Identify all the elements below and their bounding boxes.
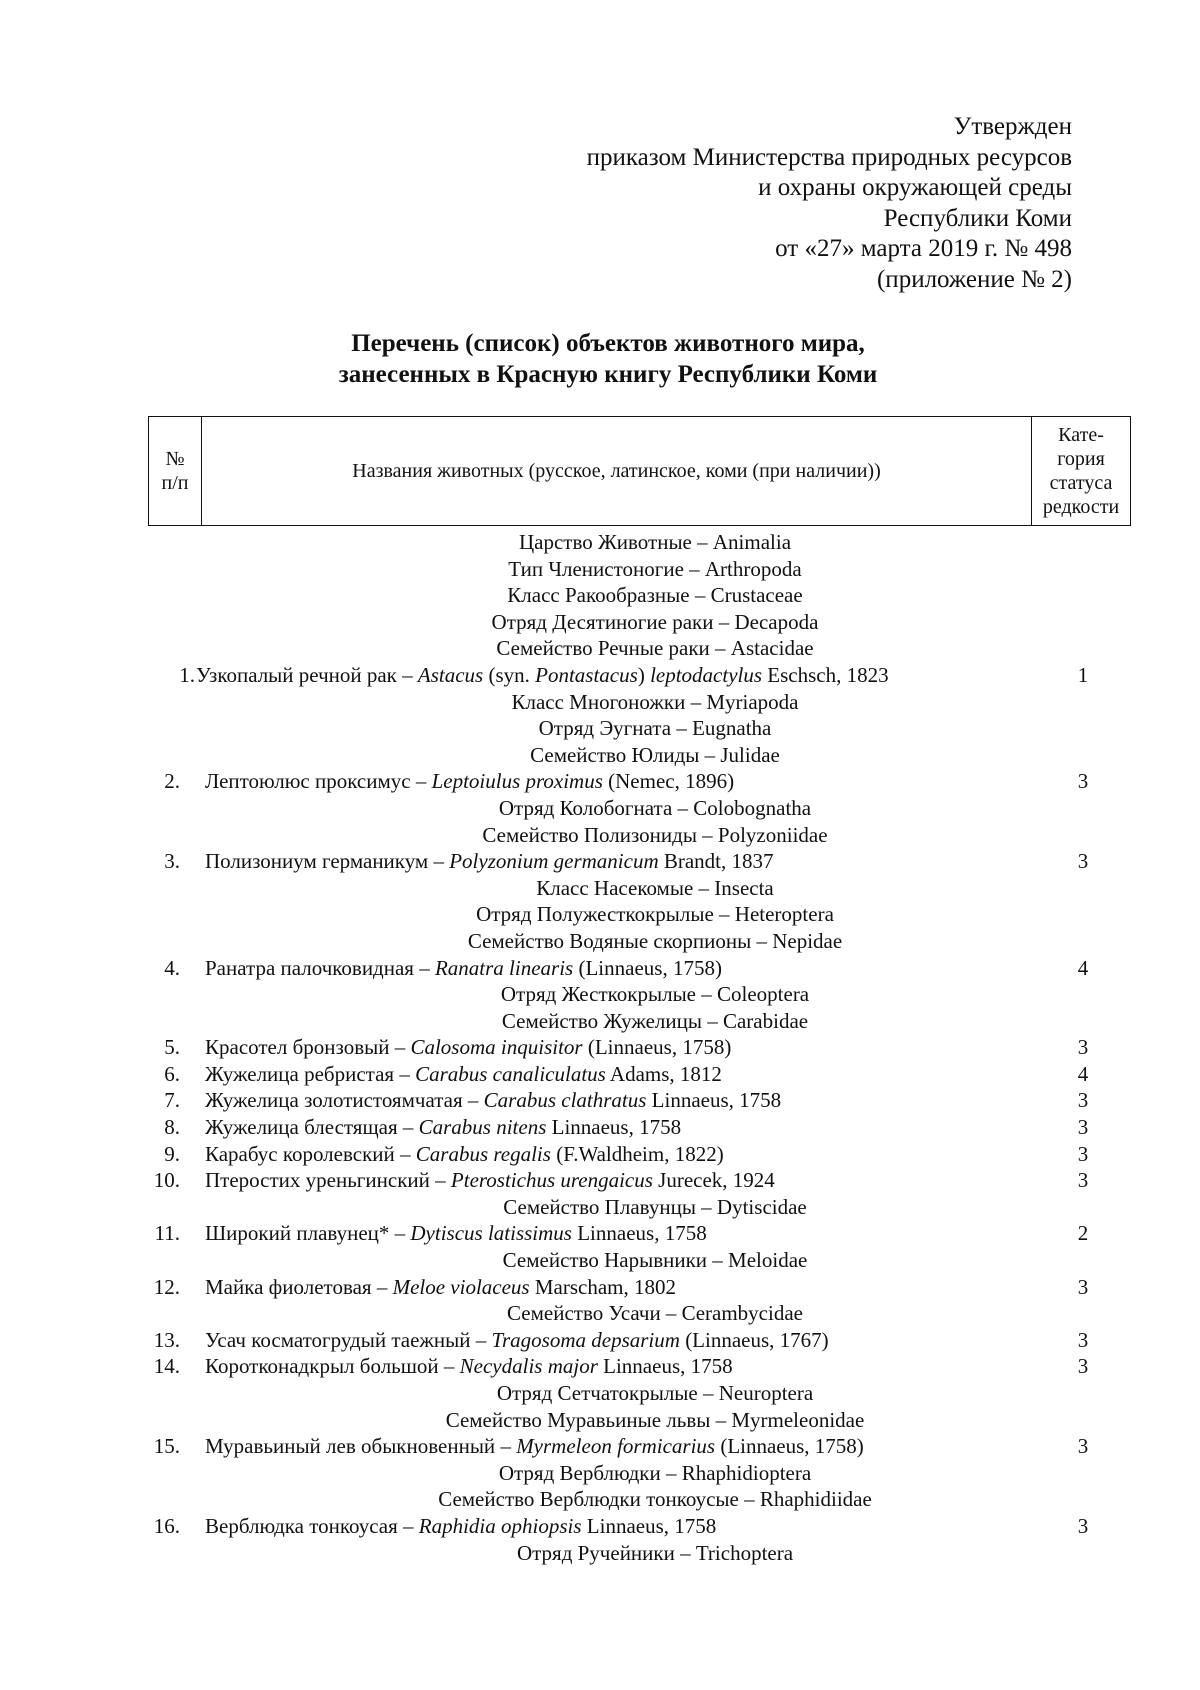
species-name: Узкопалый речной рак – Astacus (syn. Pontastacus) leptodactylus Eschsch, 1823 [196, 662, 889, 687]
approval-line: Республики Коми [883, 204, 1072, 232]
species-russian-name: Птеростих уреньгинский [205, 1168, 430, 1193]
taxon-heading-text: Семейство Жужелицы – Carabidae [501, 1008, 809, 1033]
taxon-heading [0, 1540, 1200, 1567]
species-number: 12. [153, 1274, 180, 1299]
taxon-heading [0, 875, 1200, 902]
species-name: Верблюдка тонкоусая – Raphidia ophiopsis Linnaeus, 1758 [205, 1513, 717, 1538]
header-number-symbol: № [165, 448, 185, 470]
species-number: 9. [164, 1141, 180, 1166]
species-number: 5. [164, 1035, 180, 1060]
taxon-heading [0, 1194, 1200, 1221]
approval-line: приказом Министерства природных ресурсов [586, 143, 1072, 171]
taxon-heading [0, 1380, 1200, 1407]
species-name: Широкий плавунец* – Dytiscus latissimus Linnaeus, 1758 [205, 1221, 707, 1246]
species-row [0, 1274, 1200, 1301]
species-latin-name: Calosoma inquisitor (Linnaeus, 1758) [410, 1035, 732, 1060]
approval-line: и охраны окружающей среды [758, 174, 1072, 201]
species-russian-name: Майка фиолетовая [205, 1274, 372, 1299]
species-latin-name: Astacus (syn. Pontastacus) leptodactylus Eschsch, 1823 [417, 662, 889, 687]
species-latin-name: Carabus canaliculatus Adams, 1812 [415, 1061, 722, 1086]
taxon-heading [0, 822, 1200, 849]
rarity-category: 4 [1077, 1061, 1089, 1086]
species-number: 3. [164, 849, 180, 874]
species-number: 4. [164, 955, 180, 980]
rarity-category: 3 [1077, 1141, 1089, 1166]
taxon-heading-text: Семейство Водяные скорпионы – Nepidae [467, 928, 843, 953]
species-name: Жужелица ребристая – Carabus canaliculatus Adams, 1812 [205, 1061, 722, 1086]
taxon-heading-text: Семейство Юлиды – Julidae [530, 742, 780, 767]
species-russian-name: Лептоюлюс проксимус [205, 769, 411, 794]
species-row [0, 1327, 1200, 1354]
species-russian-name: Ранатра палочковидная [205, 955, 414, 980]
species-name: Муравьиный лев обыкновенный – Myrmeleon formicarius (Linnaeus, 1758) [205, 1434, 864, 1459]
species-latin-name: Dytiscus latissimus Linnaeus, 1758 [410, 1221, 707, 1246]
taxon-heading-text: Отряд Ручейники – Trichoptera [516, 1540, 794, 1565]
species-latin-name: Myrmeleon formicarius (Linnaeus, 1758) [516, 1434, 864, 1459]
taxon-heading [0, 1460, 1200, 1487]
taxon-heading-text: Семейство Нарывники – Meloidae [502, 1248, 808, 1273]
rarity-category: 3 [1077, 1274, 1089, 1299]
taxon-heading [0, 901, 1200, 928]
species-russian-name: Жужелица золотистоямчатая [205, 1088, 463, 1113]
species-latin-name: Necydalis major Linnaeus, 1758 [459, 1354, 733, 1379]
species-russian-name: Жужелица ребристая [205, 1061, 395, 1086]
taxon-heading [0, 609, 1200, 636]
species-name: Коротконадкрыл большой – Necydalis major Linnaeus, 1758 [205, 1354, 733, 1379]
species-number: 13. [153, 1327, 180, 1352]
taxon-heading [0, 1300, 1200, 1327]
taxon-heading [0, 1486, 1200, 1513]
table-header [148, 416, 1131, 526]
taxon-heading-text: Семейство Полизониды – Polyzoniidae [482, 822, 828, 847]
rarity-category: 3 [1077, 1088, 1089, 1113]
taxon-heading-text: Семейство Речные раки – Astacidae [496, 636, 814, 661]
species-latin-name: Tragosoma depsarium (Linnaeus, 1767) [491, 1327, 829, 1352]
species-latin-name: Ranatra linearis (Linnaeus, 1758) [434, 955, 722, 980]
taxon-heading-text: Отряд Сетчатокрылые – Neuroptera [496, 1381, 814, 1405]
species-latin-name: Pterostichus urengaicus Jurecek, 1924 [450, 1168, 775, 1193]
header-number-cell [149, 417, 202, 526]
taxon-heading-text: Царство Животные – Animalia [518, 530, 792, 554]
species-russian-name: Муравьиный лев обыкновенный [205, 1434, 496, 1459]
species-row [0, 1034, 1200, 1061]
taxon-heading [0, 556, 1200, 583]
species-name: Жужелица золотистоямчатая – Carabus clathratus Linnaeus, 1758 [205, 1088, 782, 1113]
species-row [0, 1087, 1200, 1114]
species-number: 6. [164, 1061, 180, 1086]
species-row [0, 1114, 1200, 1141]
species-name: Красотел бронзовый – Calosoma inquisitor (Linnaeus, 1758) [205, 1035, 732, 1060]
document-title [0, 328, 1128, 390]
header-category-line: Кате- [1058, 424, 1104, 446]
species-number: 7. [164, 1088, 180, 1113]
species-russian-name: Карабус королевский [205, 1141, 395, 1166]
rarity-category: 3 [1077, 849, 1089, 874]
species-name: Усач косматогрудый таежный – Tragosoma depsarium (Linnaeus, 1767) [205, 1327, 829, 1352]
taxon-heading-text: Тип Членистоногие – Arthropoda [508, 556, 802, 581]
rarity-category: 3 [1077, 1168, 1089, 1193]
species-row [0, 848, 1200, 875]
approval-line: (приложение № 2) [876, 265, 1072, 293]
rarity-category: 3 [1077, 1354, 1089, 1379]
taxon-heading [0, 529, 1200, 556]
species-name: Карабус королевский – Carabus regalis (F.Waldheim, 1822) [205, 1141, 724, 1166]
species-russian-name: Широкий плавунец* [205, 1221, 390, 1246]
rarity-category: 3 [1077, 1115, 1089, 1140]
species-russian-name: Коротконадкрыл большой [205, 1354, 439, 1379]
rarity-category: 3 [1077, 769, 1089, 794]
taxon-heading-text: Класс Насекомые – Insecta [536, 875, 774, 900]
species-row [0, 1433, 1200, 1460]
species-name: Лептоюлюс проксимус – Leptoiulus proximus (Nemec, 1896) [205, 769, 735, 794]
taxon-heading [0, 715, 1200, 742]
rarity-category: 4 [1077, 955, 1089, 980]
taxon-heading-text: Класс Многоножки – Myriapoda [511, 689, 799, 714]
species-row [0, 1141, 1200, 1168]
species-latin-name: Polyzonium germanicum Brandt, 1837 [449, 849, 774, 874]
header-category-cell [1032, 417, 1131, 526]
taxon-heading-text: Отряд Жесткокрылые – Coleoptera [500, 982, 810, 1007]
species-name: Майка фиолетовая – Meloe violaceus Marscham, 1802 [205, 1274, 676, 1299]
species-row [0, 1353, 1200, 1380]
taxon-heading-text: Семейство Муравьиные львы – Myrmeleonidae [445, 1407, 865, 1432]
species-list [0, 529, 1200, 1566]
taxon-heading [0, 1407, 1200, 1434]
taxon-heading-text: Семейство Плавунцы – Dytiscidae [503, 1194, 807, 1219]
species-name: Ранатра палочковидная – Ranatra linearis (Linnaeus, 1758) [205, 955, 722, 980]
species-latin-name: Raphidia ophiopsis Linnaeus, 1758 [418, 1513, 717, 1538]
species-name: Полизониум германикум – Polyzonium germanicum Brandt, 1837 [205, 849, 774, 874]
taxon-heading-text: Отряд Десятиногие раки – Decapoda [491, 609, 819, 634]
species-number: 15. [153, 1434, 180, 1459]
species-russian-name: Полизониум германикум [205, 849, 429, 874]
taxon-heading [0, 981, 1200, 1008]
taxon-heading-text: Класс Ракообразные – Crustaceae [507, 583, 803, 608]
header-category-line: гория [1057, 448, 1105, 470]
species-row [0, 955, 1200, 982]
taxon-heading [0, 689, 1200, 716]
species-number: 10. [153, 1168, 180, 1193]
taxon-heading-text: Отряд Колобогната – Colobognatha [498, 795, 812, 820]
species-name: Жужелица блестящая – Carabus nitens Linnaeus, 1758 [205, 1115, 682, 1140]
taxon-heading-text: Отряд Полужесткокрылые – Heteroptera [476, 902, 834, 927]
title-line-1: Перечень (список) объектов животного мира, [351, 330, 865, 357]
rarity-category: 3 [1077, 1434, 1089, 1459]
species-latin-name: Leptoiulus proximus (Nemec, 1896) [431, 769, 735, 794]
species-row [0, 1061, 1200, 1088]
taxon-heading [0, 742, 1200, 769]
species-russian-name: Усач косматогрудый таежный [205, 1327, 471, 1352]
species-russian-name: Жужелица блестящая [205, 1115, 398, 1140]
species-number: 16. [153, 1513, 180, 1538]
header-category-line: редкости [1042, 496, 1120, 518]
title-line-2: занесенных в Красную книгу Республики Коми [338, 361, 878, 388]
taxon-heading-text: Отряд Эугната – Eugnatha [538, 716, 772, 741]
header-name-cell: Названия животных (русское, латинское, коми (при наличии)) [202, 417, 1032, 526]
approval-block [587, 112, 1072, 295]
species-russian-name: Узкопалый речной рак [196, 662, 397, 687]
approval-line: Утвержден [953, 113, 1072, 140]
taxon-heading-text: Семейство Усачи – Cerambycidae [507, 1301, 803, 1326]
taxon-heading [0, 582, 1200, 609]
taxon-heading [0, 1008, 1200, 1035]
species-number: 8. [164, 1115, 180, 1140]
approval-line: от «27» марта 2019 г. № 498 [775, 235, 1072, 262]
taxon-heading-text: Семейство Верблюдки тонкоусые – Rhaphidiidae [438, 1487, 872, 1512]
header-category-line: статуса [1049, 472, 1113, 494]
taxon-heading [0, 928, 1200, 955]
taxon-heading [0, 795, 1200, 822]
species-row [0, 662, 1200, 689]
taxon-heading-text: Отряд Верблюдки – Rhaphidioptera [498, 1460, 812, 1485]
rarity-category: 3 [1077, 1513, 1089, 1538]
species-russian-name: Верблюдка тонкоусая [205, 1513, 398, 1538]
taxon-heading [0, 635, 1200, 662]
rarity-category: 1 [1077, 662, 1089, 687]
species-row [0, 1513, 1200, 1540]
species-number: 11. [154, 1221, 180, 1246]
species-row [0, 768, 1200, 795]
species-number: 14. [153, 1354, 180, 1379]
rarity-category: 2 [1077, 1221, 1089, 1246]
taxon-heading [0, 1247, 1200, 1274]
species-russian-name: Красотел бронзовый [205, 1035, 390, 1060]
species-name: Птеростих уреньгинский – Pterostichus urengaicus Jurecek, 1924 [205, 1168, 775, 1193]
header-number-label: п/п [161, 472, 189, 494]
species-number: 2. [164, 769, 180, 794]
rarity-category: 3 [1077, 1035, 1089, 1060]
species-latin-name: Carabus regalis (F.Waldheim, 1822) [415, 1141, 724, 1166]
species-number: 1. [179, 662, 195, 687]
species-latin-name: Meloe violaceus Marscham, 1802 [392, 1274, 676, 1299]
species-latin-name: Carabus clathratus Linnaeus, 1758 [483, 1088, 782, 1113]
rarity-category: 3 [1077, 1327, 1089, 1352]
species-row [0, 1220, 1200, 1247]
species-latin-name: Carabus nitens Linnaeus, 1758 [418, 1115, 682, 1140]
species-row [0, 1167, 1200, 1194]
